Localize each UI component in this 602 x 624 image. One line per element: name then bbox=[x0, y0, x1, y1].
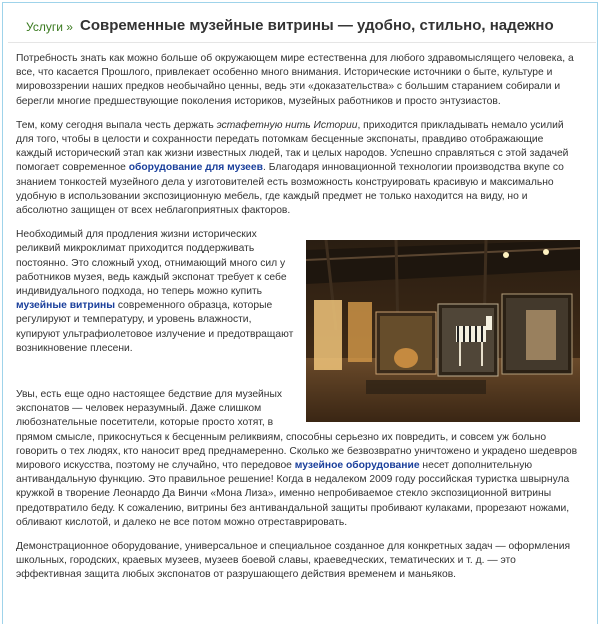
paragraph-4-text-b: несет дополнительную антивандальную функцию. Это правильное решение! Когда в недалеком 2009 году российская туристка швырнула кружкой в творение Леонардо Да Винчи «Мона Лиза», именно непробиваемое стекло экспозиционной витрины предотвратило беду. К сожалению, витрины без антивандальной защиты пробивают кулаками, прорезают ножами, обливают кислотой, и далеко не все потом можно отреставрировать. bbox=[16, 460, 570, 528]
paragraph-2-text-c: . Благодаря инновационной технологии производства вкупе со знанием тонкостей музейного дела у изготовителей есть возможность конструировать красивую и максимально удобную в использовании экспозиционную мебель, где каждый предмет не только находится на виду, но и абсолютно защищен от всех неблагоприятных факторов. bbox=[16, 162, 564, 217]
breadcrumb-link-services[interactable]: Услуги bbox=[26, 20, 63, 34]
paragraph-3-text-a: Необходимый для продления жизни исторических реликвий микроклимат приходится поддерживать постоянно. Это сложный уход, отнимающий много сил у работников музея, ведь каждый экспонат требует к себе индивидуального подхода, но теперь можно купить bbox=[16, 229, 287, 298]
paragraph-2 bbox=[16, 119, 582, 218]
link-museum-showcases[interactable]: музейные витрины bbox=[16, 300, 116, 312]
museum-showcase-photo bbox=[306, 240, 580, 422]
paragraph-3 bbox=[16, 228, 294, 356]
paragraph-1: Потребность знать как можно больше об окружающем мире естественна для любого здравомыслящего человека, а все, что касается Прошлого, привлекает особенно много внимания. Исторические источники о быте, культуре и мировоззрении наших предков необычайно ценны, ведь эти «доказательства» с большим старанием собирали и берегли многие предшествующие поколения историков, музейных работников и просто энтузиастов. bbox=[16, 53, 574, 107]
page-title: Современные музейные витрины — удобно, стильно, надежно bbox=[80, 17, 554, 34]
paragraph-2-italic: эстафетную нить Истории bbox=[216, 119, 358, 131]
breadcrumb bbox=[26, 20, 73, 34]
paragraph-4-text-a: Увы, есть еще одно настоящее бедствие для музейных экспонатов — человек неразумный. Даже слишком любознательные посетители, которые просто хотят, в прямом смысле, прикоснуться к бесценным реликвиям, способны серьезно их повредить, и совсем уж больно говорить о тех людях, кто наносит вред преднамеренно. Сколько же безвозвратно уничтожено и украдено шедевров мирового искусства, поэтому не случайно, что передовое bbox=[16, 389, 578, 472]
breadcrumb-separator: » bbox=[66, 20, 73, 34]
paragraph-2-text-b: , приходится прикладывать немало усилий для того, чтобы в целости и сохранности передать потомкам бесценные экспонаты, правдиво отображающие каждый исторический этап как жизни известных людей, так и целых народов. Успешно справляться с этой задачей помогает современное bbox=[16, 119, 569, 174]
link-museum-equipment-2[interactable]: музейное оборудование bbox=[294, 460, 420, 472]
paragraph-5: Демонстрационное оборудование, универсальное и специальное созданное для конкретных задач — оформления школьных, городских, краевых музеев, музеев боевой славы, краеведческих, тематических и т. д. — это эффективная защита любых экспонатов от разрушающего действия временем и маньяков. bbox=[16, 541, 571, 581]
link-museum-equipment[interactable]: оборудование для музеев bbox=[128, 162, 263, 174]
page-header bbox=[8, 12, 596, 43]
museum-hall-illustration bbox=[306, 240, 580, 422]
paragraph-3-text-b: современного образца, которые регулируют и температуру, и уровень влажности, купируют ультрафиолетовое излучение и предотвращают возникновение плесени. bbox=[16, 300, 294, 354]
paragraph-2-text-a: Тем, кому сегодня выпала честь держать bbox=[16, 119, 217, 131]
